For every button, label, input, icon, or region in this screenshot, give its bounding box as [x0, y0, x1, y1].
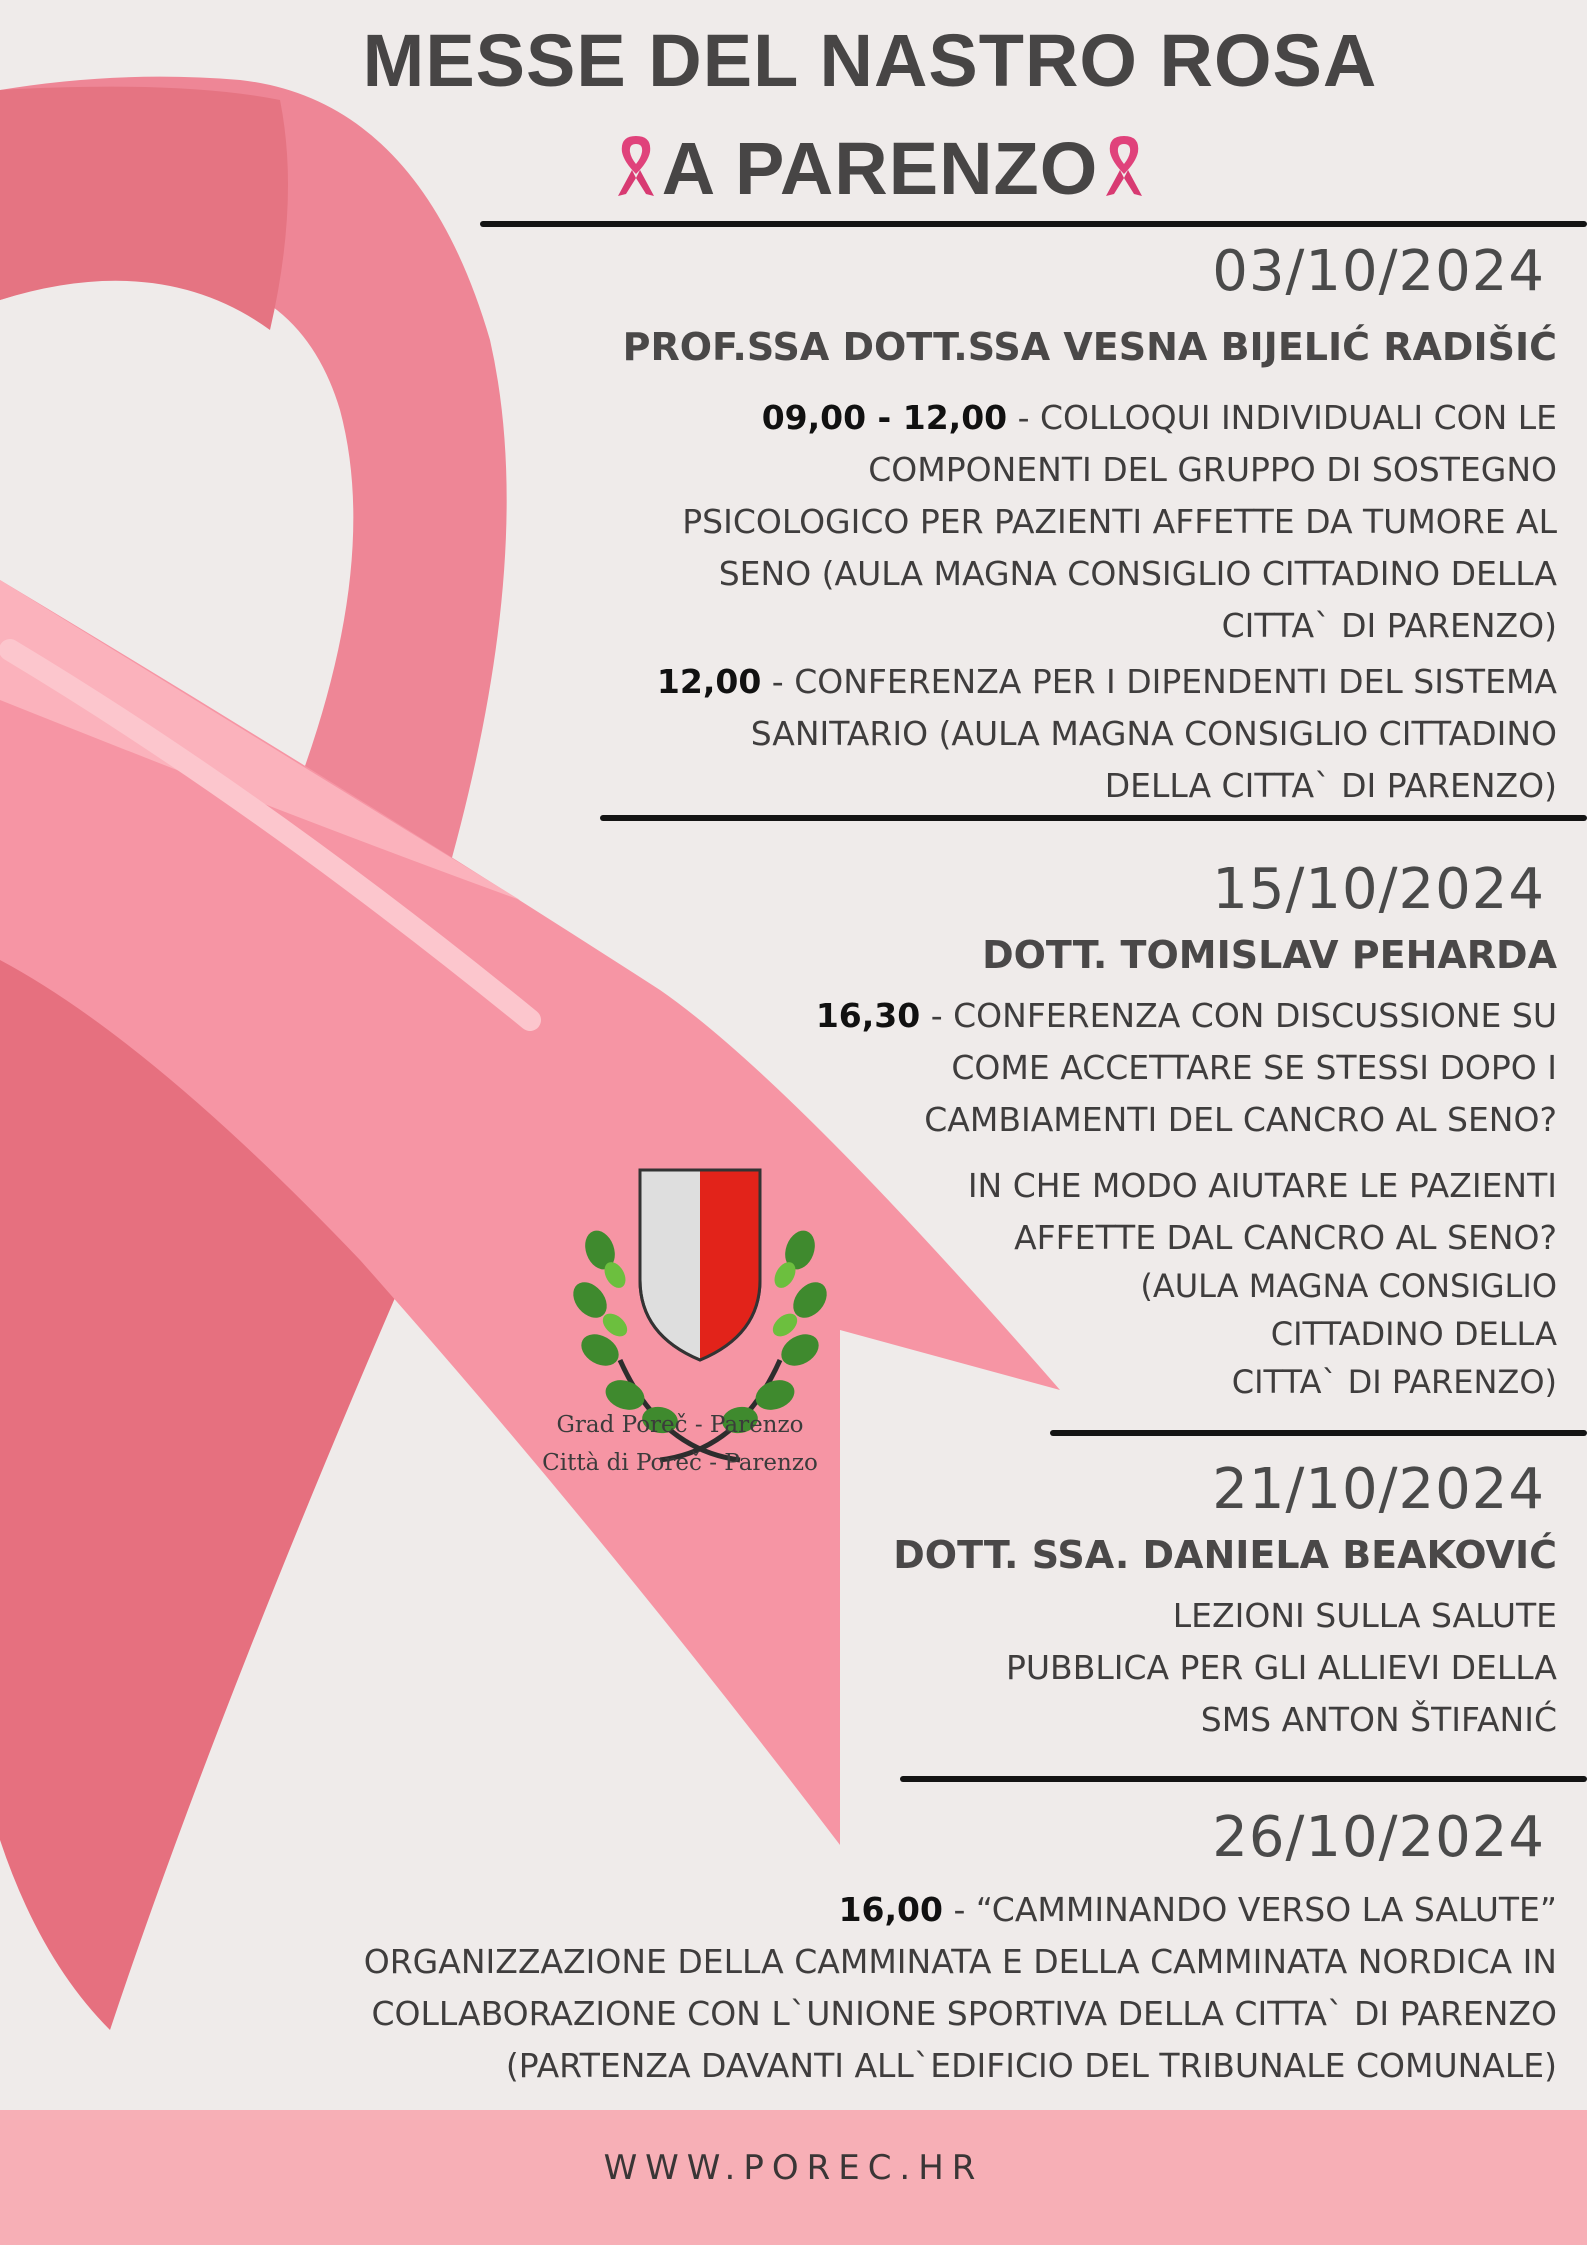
event-time: 09,00 - 12,00: [761, 398, 1008, 437]
divider: [600, 815, 1587, 821]
pink-ribbon-icon: [610, 130, 662, 200]
divider: [900, 1776, 1587, 1782]
page-subtitle: [570, 127, 1190, 210]
event-speaker: DOTT. TOMISLAV PEHARDA: [982, 933, 1557, 977]
event-speaker: PROF.SSA DOTT.SSA VESNA BIJELIĆ RADIŠIĆ: [622, 325, 1557, 369]
ribbon-top-loop-shade: [0, 87, 288, 330]
logo-caption-line2: Città di Poreč - Parenzo: [542, 1450, 818, 1476]
event-item: [816, 990, 1557, 1146]
event-description: - CONFERENZA CON DISCUSSIONE SU COME ACCETTARE SE STESSI DOPO I CAMBIAMENTI DEL CANCRO AL SENO?: [924, 996, 1557, 1139]
divider: [1050, 1430, 1587, 1436]
event-item: [364, 1884, 1557, 2092]
event-item: [968, 1160, 1557, 1264]
event-item: [657, 656, 1557, 812]
event-time: 12,00: [656, 662, 762, 701]
event-date: 21/10/2024: [1212, 1457, 1545, 1522]
pink-ribbon-icon: [1098, 130, 1150, 200]
subtitle-text: A PARENZO: [661, 127, 1099, 210]
event-description: - CONFERENZA PER I DIPENDENTI DEL SISTEMA SANITARIO (AULA MAGNA CONSIGLIO CITTADINO DELLA CITTA` DI PARENZO): [750, 662, 1557, 805]
city-coat-of-arms-logo: [560, 1160, 840, 1490]
divider: [480, 221, 1587, 227]
event-description: LEZIONI SULLA SALUTE PUBBLICA PER GLI ALLIEVI DELLA SMS ANTON ŠTIFANIĆ: [1006, 1596, 1557, 1739]
event-item: [1006, 1590, 1557, 1746]
event-date: 15/10/2024: [1212, 857, 1545, 922]
shield-icon: [640, 1170, 760, 1360]
logo-caption-line1: Grad Poreč - Parenzo: [556, 1412, 804, 1438]
event-description: - “CAMMINANDO VERSO LA SALUTE” ORGANIZZAZIONE DELLA CAMMINATA E DELLA CAMMINATA NORDICA IN COLLABORAZIONE CON L`UNIONE SPORTIVA DELLA CITTA` DI PARENZO (PARTENZA DAVANTI ALL`EDIFICIO DEL TRIBUNALE COMUNALE): [363, 1890, 1557, 2085]
footer-website-link[interactable]: WWW.POREC.HR: [603, 2148, 984, 2188]
event-date: 26/10/2024: [1212, 1805, 1545, 1870]
event-date: 03/10/2024: [1212, 239, 1545, 304]
event-description: (AULA MAGNA CONSIGLIO CITTADINO DELLA CITTA` DI PARENZO): [1140, 1267, 1557, 1401]
event-time: 16,30: [815, 996, 921, 1035]
page-title: MESSE DEL NASTRO ROSA: [362, 19, 1378, 102]
event-item: [1140, 1262, 1557, 1406]
event-description: IN CHE MODO AIUTARE LE PAZIENTI AFFETTE DAL CANCRO AL SENO?: [967, 1166, 1557, 1257]
event-speaker: DOTT. SSA. DANIELA BEAKOVIĆ: [893, 1533, 1557, 1577]
event-item: [682, 392, 1557, 652]
event-description: - COLLOQUI INDIVIDUALI CON LE COMPONENTI DEL GRUPPO DI SOSTEGNO PSICOLOGICO PER PAZIENTI AFFETTE DA TUMORE AL SENO (AULA MAGNA CONSIGLIO CITTADINO DELLA CITTA` DI PARENZO): [682, 398, 1557, 645]
event-time: 16,00: [838, 1890, 943, 1929]
